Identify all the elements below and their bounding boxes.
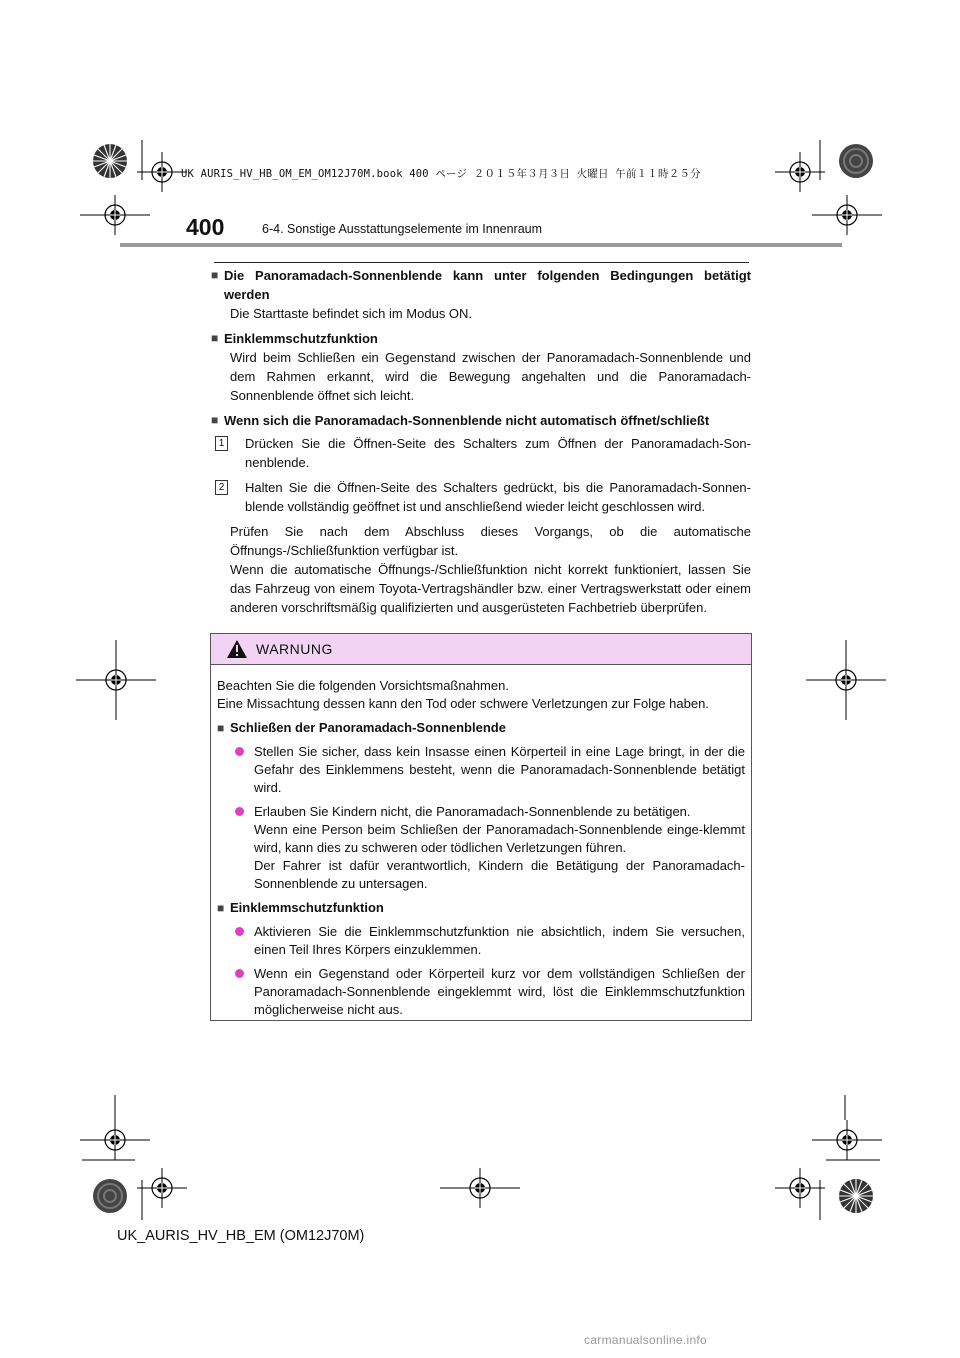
section-bullet: ■ — [211, 331, 219, 345]
warning-header — [211, 634, 751, 665]
warning-bullet-item: Wenn ein Gegenstand oder Körperteil kurz vor dem vollständigen Schließen der Panoramadach-Sonnenblende eingeklemmt wird, löst die Einklemmschutzfunktion möglicherweise nicht aus. — [217, 965, 745, 1019]
bullet-dot-icon — [235, 747, 244, 756]
section-anti-pinch — [211, 329, 751, 405]
step-item — [219, 434, 751, 472]
main-content — [211, 266, 751, 623]
warning-intro-2: Eine Missachtung dessen kann den Tod oder schwere Verletzungen zur Folge haben. — [217, 696, 709, 711]
book-file-header: UK AURIS_HV_HB_OM_EM_OM12J70M.book 400 ページ ２０１５年３月３日 火曜日 午前１１時２５分 — [181, 168, 701, 180]
section-followup-1: Prüfen Sie nach dem Abschluss dieses Vorgangs, ob die automatische Öffnungs-/Schließfunktion verfügbar ist. — [230, 524, 751, 558]
warning-title: WARNUNG — [256, 641, 333, 657]
starburst-top-left — [92, 143, 128, 179]
warning-triangle-icon — [226, 639, 248, 659]
warning-subheading: ■ Einklemmschutzfunktion — [217, 900, 384, 915]
starburst-bottom-right — [838, 1178, 874, 1214]
section-title: 6-4. Sonstige Ausstattungselemente im Innenraum — [262, 222, 543, 236]
warning-box — [210, 633, 752, 1021]
step-item — [219, 478, 751, 516]
section-bullet: ■ — [217, 901, 225, 915]
step-text: Drücken Sie die Öffnen-Seite des Schalters zum Öffnen der Panoramadach-Son-nenblende. — [245, 436, 751, 470]
section-body: Die Starttaste befindet sich im Modus ON. — [230, 306, 473, 321]
content-top-rule — [214, 262, 749, 263]
section-bullet: ■ — [211, 413, 219, 427]
warning-intro-1: Beachten Sie die folgenden Vorsichtsmaßnahmen. — [217, 678, 509, 693]
step-text: Halten Sie die Öffnen-Seite des Schalters gedrückt, bis die Panoramadach-Sonnen-blende vollständig geöffnet ist und anschließend wieder leicht geschlossen wird. — [245, 480, 751, 514]
section-bullet: ■ — [217, 721, 225, 735]
starburst-top-right — [838, 143, 874, 179]
section-operating-conditions — [211, 266, 751, 323]
page-number: 400 — [186, 214, 225, 240]
bullet-dot-icon — [235, 969, 244, 978]
bullet-dot-icon — [235, 927, 244, 936]
warning-subheading: ■ Schließen der Panoramadach-Sonnenblende — [217, 720, 506, 735]
starburst-bottom-left — [92, 1178, 128, 1214]
section-heading: Die Panoramadach-Sonnenblende kann unter folgenden Bedingungen betätigt werden — [224, 268, 751, 302]
warning-bullet-item: Erlauben Sie Kindern nicht, die Panoramadach-Sonnenblende zu betätigen. Wenn eine Person beim Schließen der Panoramadach-Sonnenblende einge-klemmt wird, kann dies zu schweren oder tödlichen Verletzungen führen. Der Fahrer ist dafür verantwortlich, Kindern die Betätigung der Panoramadach-Sonnenblende zu untersagen. — [217, 803, 745, 893]
section-body: Wird beim Schließen ein Gegenstand zwischen der Panoramadach-Sonnenblende und dem Rahmen erkannt, wird die Bewegung angehalten und die Panoramadach-Sonnenblende öffnet sich leicht. — [230, 350, 751, 403]
bullet-dot-icon — [235, 807, 244, 816]
section-followup-2: Wenn die automatische Öffnungs-/Schließfunktion nicht korrekt funktioniert, lassen Sie das Fahrzeug von einem Toyota-Vertragshändler bzw. einer Vertragswerkstatt oder einem anderen vorschriftsmäßig qualifizierten und ausgerüsteten Fachbetrieb überprüfen. — [230, 562, 751, 615]
step-number-box: 1 — [215, 436, 228, 451]
watermark: carmanualsonline.info — [584, 1333, 708, 1347]
warning-bullet-item: Aktivieren Sie die Einklemmschutzfunktion nie absichtlich, indem Sie versuchen, einen Teil Ihres Körpers einzuklemmen. — [217, 923, 745, 959]
header-rule — [120, 243, 842, 247]
step-number-box: 2 — [215, 480, 228, 495]
section-heading: Wenn sich die Panoramadach-Sonnenblende nicht automatisch öffnet/schließt — [224, 413, 710, 428]
section-bullet: ■ — [211, 268, 219, 282]
section-manual-reset — [211, 411, 751, 617]
warning-bullet-item: Stellen Sie sicher, dass kein Insasse einen Körperteil in eine Lage bringt, in der die Gefahr des Einklemmens besteht, wenn die Panoramadach-Sonnenblende betätigt wird. — [217, 743, 745, 797]
document-id-footer: UK_AURIS_HV_HB_EM (OM12J70M) — [117, 1228, 365, 1244]
section-heading: Einklemmschutzfunktion — [224, 331, 378, 346]
warning-body — [211, 665, 751, 1019]
